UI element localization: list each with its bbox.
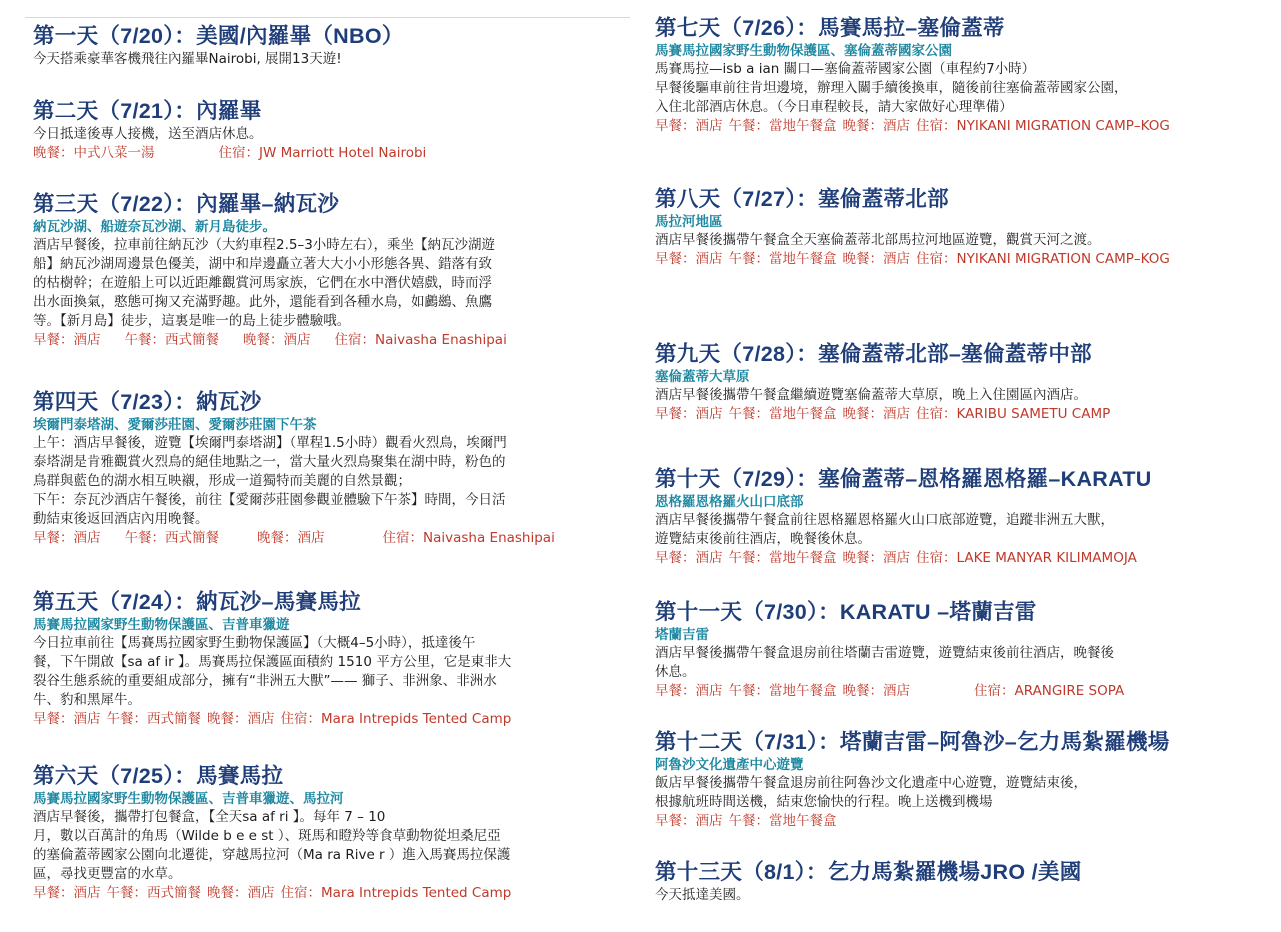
meal-item: 早餐：酒店 [655, 550, 723, 566]
day-title: 第五天（7/24）：納瓦沙–馬賽馬拉 [33, 590, 361, 614]
day-highlights: 馬賽馬拉國家野生動物保護區、吉普車獵遊 [33, 617, 290, 633]
meal-item: 晚餐：酒店 [842, 550, 910, 566]
meal-item: 早餐：酒店 [655, 251, 723, 267]
meal-item: 早餐：酒店 [33, 885, 101, 901]
description-line: 泰塔湖是肯雅觀賞火烈鳥的絕佳地點之一，當大量火烈鳥聚集在湖中時，粉色的 [33, 454, 506, 470]
description-line: 酒店早餐後，拉車前往納瓦沙（大約車程2.5–3小時左右），乘坐【納瓦沙湖遊 [33, 237, 496, 253]
day-title: 第七天（7/26）：馬賽馬拉–塞倫蓋蒂 [655, 16, 1005, 40]
day-block [655, 340, 1255, 424]
day-title: 第二天（7/21）：內羅畢 [33, 99, 262, 123]
day-block [33, 190, 633, 350]
meals-accommodation [655, 405, 1255, 424]
day-highlights: 馬賽馬拉國家野生動物保護區、塞倫蓋蒂國家公園 [655, 43, 952, 59]
day-highlights: 馬賽馬拉國家野生動物保護區、吉普車獵遊、馬拉河 [33, 791, 344, 807]
meal-item: 晚餐：酒店 [842, 118, 910, 134]
day-block [33, 388, 633, 548]
day-title: 第一天（7/20）：美國/內羅畢（NBO） [33, 24, 404, 48]
meal-item: 住宿：ARANGIRE SOPA [974, 683, 1125, 699]
day-title: 第九天（7/28）：塞倫蓋蒂北部–塞倫蓋蒂中部 [655, 342, 1092, 366]
meal-item: 早餐：酒店 [655, 683, 723, 699]
day-block [655, 728, 1255, 831]
meal-item: 早餐：酒店 [33, 711, 101, 727]
day-description [655, 386, 1255, 405]
meal-item: 住宿：JW Marriott Hotel Nairobi [218, 145, 427, 161]
day-block [655, 185, 1255, 269]
meal-item: 晚餐：酒店 [842, 251, 910, 267]
meal-item: 住宿：Mara Intrepids Tented Camp [280, 885, 512, 901]
day-description [655, 774, 1255, 812]
day-description [33, 808, 633, 884]
day-description [655, 886, 1255, 905]
description-line: 酒店早餐後，攜帶打包餐盒，【全天sa af ri 】。每年 7 – 10 [33, 809, 386, 825]
description-line: 根據航班時間送機，結束您愉快的行程。晚上送機到機場 [655, 794, 993, 810]
description-line: 今天搭乘豪華客機飛往內羅畢Nairobi, 展開13天遊! [33, 51, 342, 67]
meal-item: 住宿：Naivasha Enashipai [382, 530, 555, 546]
meal-item: 早餐：酒店 [33, 530, 101, 546]
meal-item: 晚餐：酒店 [243, 332, 311, 348]
day-highlights: 埃爾門泰塔湖、愛爾莎莊園、愛爾莎莊園下午茶 [33, 417, 317, 433]
day-block [33, 22, 633, 69]
meal-item: 住宿：KARIBU SAMETU CAMP [916, 406, 1111, 422]
meal-item: 午餐：當地午餐盒 [728, 406, 837, 422]
meal-item: 午餐：西式簡餐 [106, 711, 201, 727]
day-description [33, 634, 633, 710]
description-line: 酒店早餐後攜帶午餐盒全天塞倫蓋蒂北部馬拉河地區遊覽，觀賞天河之渡。 [655, 232, 1101, 248]
description-line: 船】納瓦沙湖周邊景色優美，湖中和岸邊矗立著大大小小形態各異、錯落有致 [33, 256, 492, 272]
top-divider [25, 17, 630, 18]
meals-accommodation [655, 549, 1255, 568]
description-line: 遊覽結束後前往酒店，晚餐後休息。 [655, 531, 871, 547]
meal-item: 晚餐：酒店 [207, 711, 275, 727]
meal-item: 午餐：西式簡餐 [124, 530, 219, 546]
meal-item: 住宿：NYIKANI MIGRATION CAMP–KOG [916, 251, 1170, 267]
meal-item: 午餐：當地午餐盒 [728, 683, 837, 699]
meal-item: 住宿：LAKE MANYAR KILIMAMOJA [916, 550, 1137, 566]
meal-item: 晚餐：酒店 [207, 885, 275, 901]
meals-accommodation [33, 884, 633, 903]
day-title: 第四天（7/23）：納瓦沙 [33, 390, 262, 414]
description-line: 今日抵達後專人接機，送至酒店休息。 [33, 126, 263, 142]
day-block [655, 465, 1255, 568]
description-line: 牛、豹和黑犀牛。 [33, 692, 141, 708]
day-block [33, 762, 633, 903]
meal-item: 住宿：Mara Intrepids Tented Camp [280, 711, 512, 727]
description-line: 鳥群與藍色的湖水相互映襯，形成一道獨特而美麗的自然景觀； [33, 473, 411, 489]
day-description [33, 125, 633, 144]
day-title: 第十三天（8/1）：乞力馬紮羅機場JRO /美國 [655, 860, 1082, 884]
meals-accommodation [655, 250, 1255, 269]
meal-item: 午餐：當地午餐盒 [728, 251, 837, 267]
description-line: 出水面換氣，憨態可掬又充滿野趣。此外，還能看到各種水鳥，如鸕鷀、魚鷹 [33, 294, 492, 310]
meal-item: 晚餐：酒店 [257, 530, 325, 546]
meal-item: 早餐：酒店 [655, 118, 723, 134]
meal-item: 住宿：Naivasha Enashipai [334, 332, 507, 348]
description-line: 動結束後返回酒店內用晚餐。 [33, 511, 209, 527]
day-block [655, 14, 1255, 136]
description-line: 餐，下午開啟【sa af ir 】。馬賽馬拉保護區面積約 1510 平方公里，它是東非大 [33, 654, 512, 670]
day-title: 第十二天（7/31）：塔蘭吉雷–阿魯沙–乞力馬紮羅機場 [655, 730, 1170, 754]
day-block [655, 598, 1255, 701]
description-line: 的枯樹幹；在遊船上可以近距離觀賞河馬家族，它們在水中潛伏嬉戲，時而浮 [33, 275, 492, 291]
description-line: 馬賽馬拉—isb a ian 關口—塞倫蓋蒂國家公園（車程約7小時） [655, 61, 1036, 77]
day-description [33, 50, 633, 69]
description-line: 酒店早餐後攜帶午餐盒退房前往塔蘭吉雷遊覽，遊覽結束後前往酒店，晚餐後 [655, 645, 1114, 661]
description-line: 早餐後驅車前往肯坦邊境，辦理入關手續後換車，隨後前往塞倫蓋蒂國家公園， [655, 80, 1128, 96]
meal-item: 午餐：當地午餐盒 [728, 550, 837, 566]
description-line: 的塞倫蓋蒂國家公園向北遷徙，穿越馬拉河（Ma ra Rive r ）進入馬賽馬拉保護 [33, 847, 511, 863]
description-line: 今天抵達美國。 [655, 887, 750, 903]
meals-accommodation [655, 117, 1255, 136]
meal-item: 早餐：酒店 [655, 813, 723, 829]
meals-accommodation [655, 812, 1255, 831]
meal-item: 晚餐：酒店 [842, 683, 910, 699]
day-highlights: 恩格羅恩格羅火山口底部 [655, 494, 804, 510]
meals-accommodation [33, 710, 633, 729]
day-highlights: 塞倫蓋蒂大草原 [655, 369, 750, 385]
meals-accommodation [33, 144, 633, 163]
meal-item: 午餐：西式簡餐 [124, 332, 219, 348]
description-line: 入住北部酒店休息。（今日車程較長，請大家做好心理準備） [655, 99, 1013, 115]
description-line: 飯店早餐後攜帶午餐盒退房前往阿魯沙文化遺產中心遊覽，遊覽結束後， [655, 775, 1087, 791]
day-title: 第六天（7/25）：馬賽馬拉 [33, 764, 284, 788]
day-description [33, 236, 633, 331]
description-line: 今日拉車前往【馬賽馬拉國家野生動物保護區】（大概4–5小時），抵達後午 [33, 635, 476, 651]
description-line: 下午：奈瓦沙酒店午餐後，前往【愛爾莎莊園參觀並體驗下午茶】時間，今日活 [33, 492, 506, 508]
meal-item: 早餐：酒店 [655, 406, 723, 422]
description-line: 上午：酒店早餐後，遊覽【埃爾門泰塔湖】（單程1.5小時）觀看火烈鳥，埃爾門 [33, 435, 507, 451]
meal-item: 早餐：酒店 [33, 332, 101, 348]
meals-accommodation [33, 331, 633, 350]
day-description [655, 511, 1255, 549]
description-line: 裂谷生態系統的重要組成部分，擁有“非洲五大獸”—— 獅子、非洲象、非洲水 [33, 673, 497, 689]
day-highlights: 阿魯沙文化遺產中心遊覽 [655, 757, 804, 773]
description-line: 酒店早餐後攜帶午餐盒前往恩格羅恩格羅火山口底部遊覽，追蹤非洲五大獸， [655, 512, 1114, 528]
description-line: 酒店早餐後攜帶午餐盒繼續遊覽塞倫蓋蒂大草原，晚上入住園區內酒店。 [655, 387, 1087, 403]
meal-item: 午餐：當地午餐盒 [728, 118, 837, 134]
meal-item: 午餐：西式簡餐 [106, 885, 201, 901]
day-highlights: 馬拉河地區 [655, 214, 723, 230]
day-highlights: 塔蘭吉雷 [655, 627, 709, 643]
meal-item: 住宿：NYIKANI MIGRATION CAMP–KOG [916, 118, 1170, 134]
day-description [655, 60, 1255, 117]
day-title: 第十天（7/29）：塞倫蓋蒂–恩格羅恩格羅–KARATU [655, 467, 1152, 491]
meals-accommodation [33, 529, 633, 548]
day-title: 第三天（7/22）：內羅畢–納瓦沙 [33, 192, 340, 216]
day-block [655, 858, 1255, 905]
description-line: 區，尋找更豐富的水草。 [33, 866, 182, 882]
description-line: 休息。 [655, 664, 696, 680]
description-line: 等。【新月島】徒步，這裏是唯一的島上徒步體驗哦。 [33, 313, 351, 329]
meal-item: 午餐：當地午餐盒 [728, 813, 837, 829]
day-highlights: 納瓦沙湖、船遊奈瓦沙湖、新月島徒步。 [33, 219, 276, 235]
description-line: 月，數以百萬計的角馬（Wilde b e e st ）、斑馬和瞪羚等食草動物從坦桑尼亞 [33, 828, 501, 844]
meal-item: 晚餐：酒店 [842, 406, 910, 422]
day-block [33, 588, 633, 729]
day-block [33, 97, 633, 163]
day-description [655, 644, 1255, 682]
meals-accommodation [655, 682, 1255, 701]
day-title: 第十一天（7/30）：KARATU –塔蘭吉雷 [655, 600, 1037, 624]
day-title: 第八天（7/27）：塞倫蓋蒂北部 [655, 187, 949, 211]
day-description [33, 434, 633, 529]
meal-item: 晚餐：中式八菜一湯 [33, 145, 155, 161]
day-description [655, 231, 1255, 250]
